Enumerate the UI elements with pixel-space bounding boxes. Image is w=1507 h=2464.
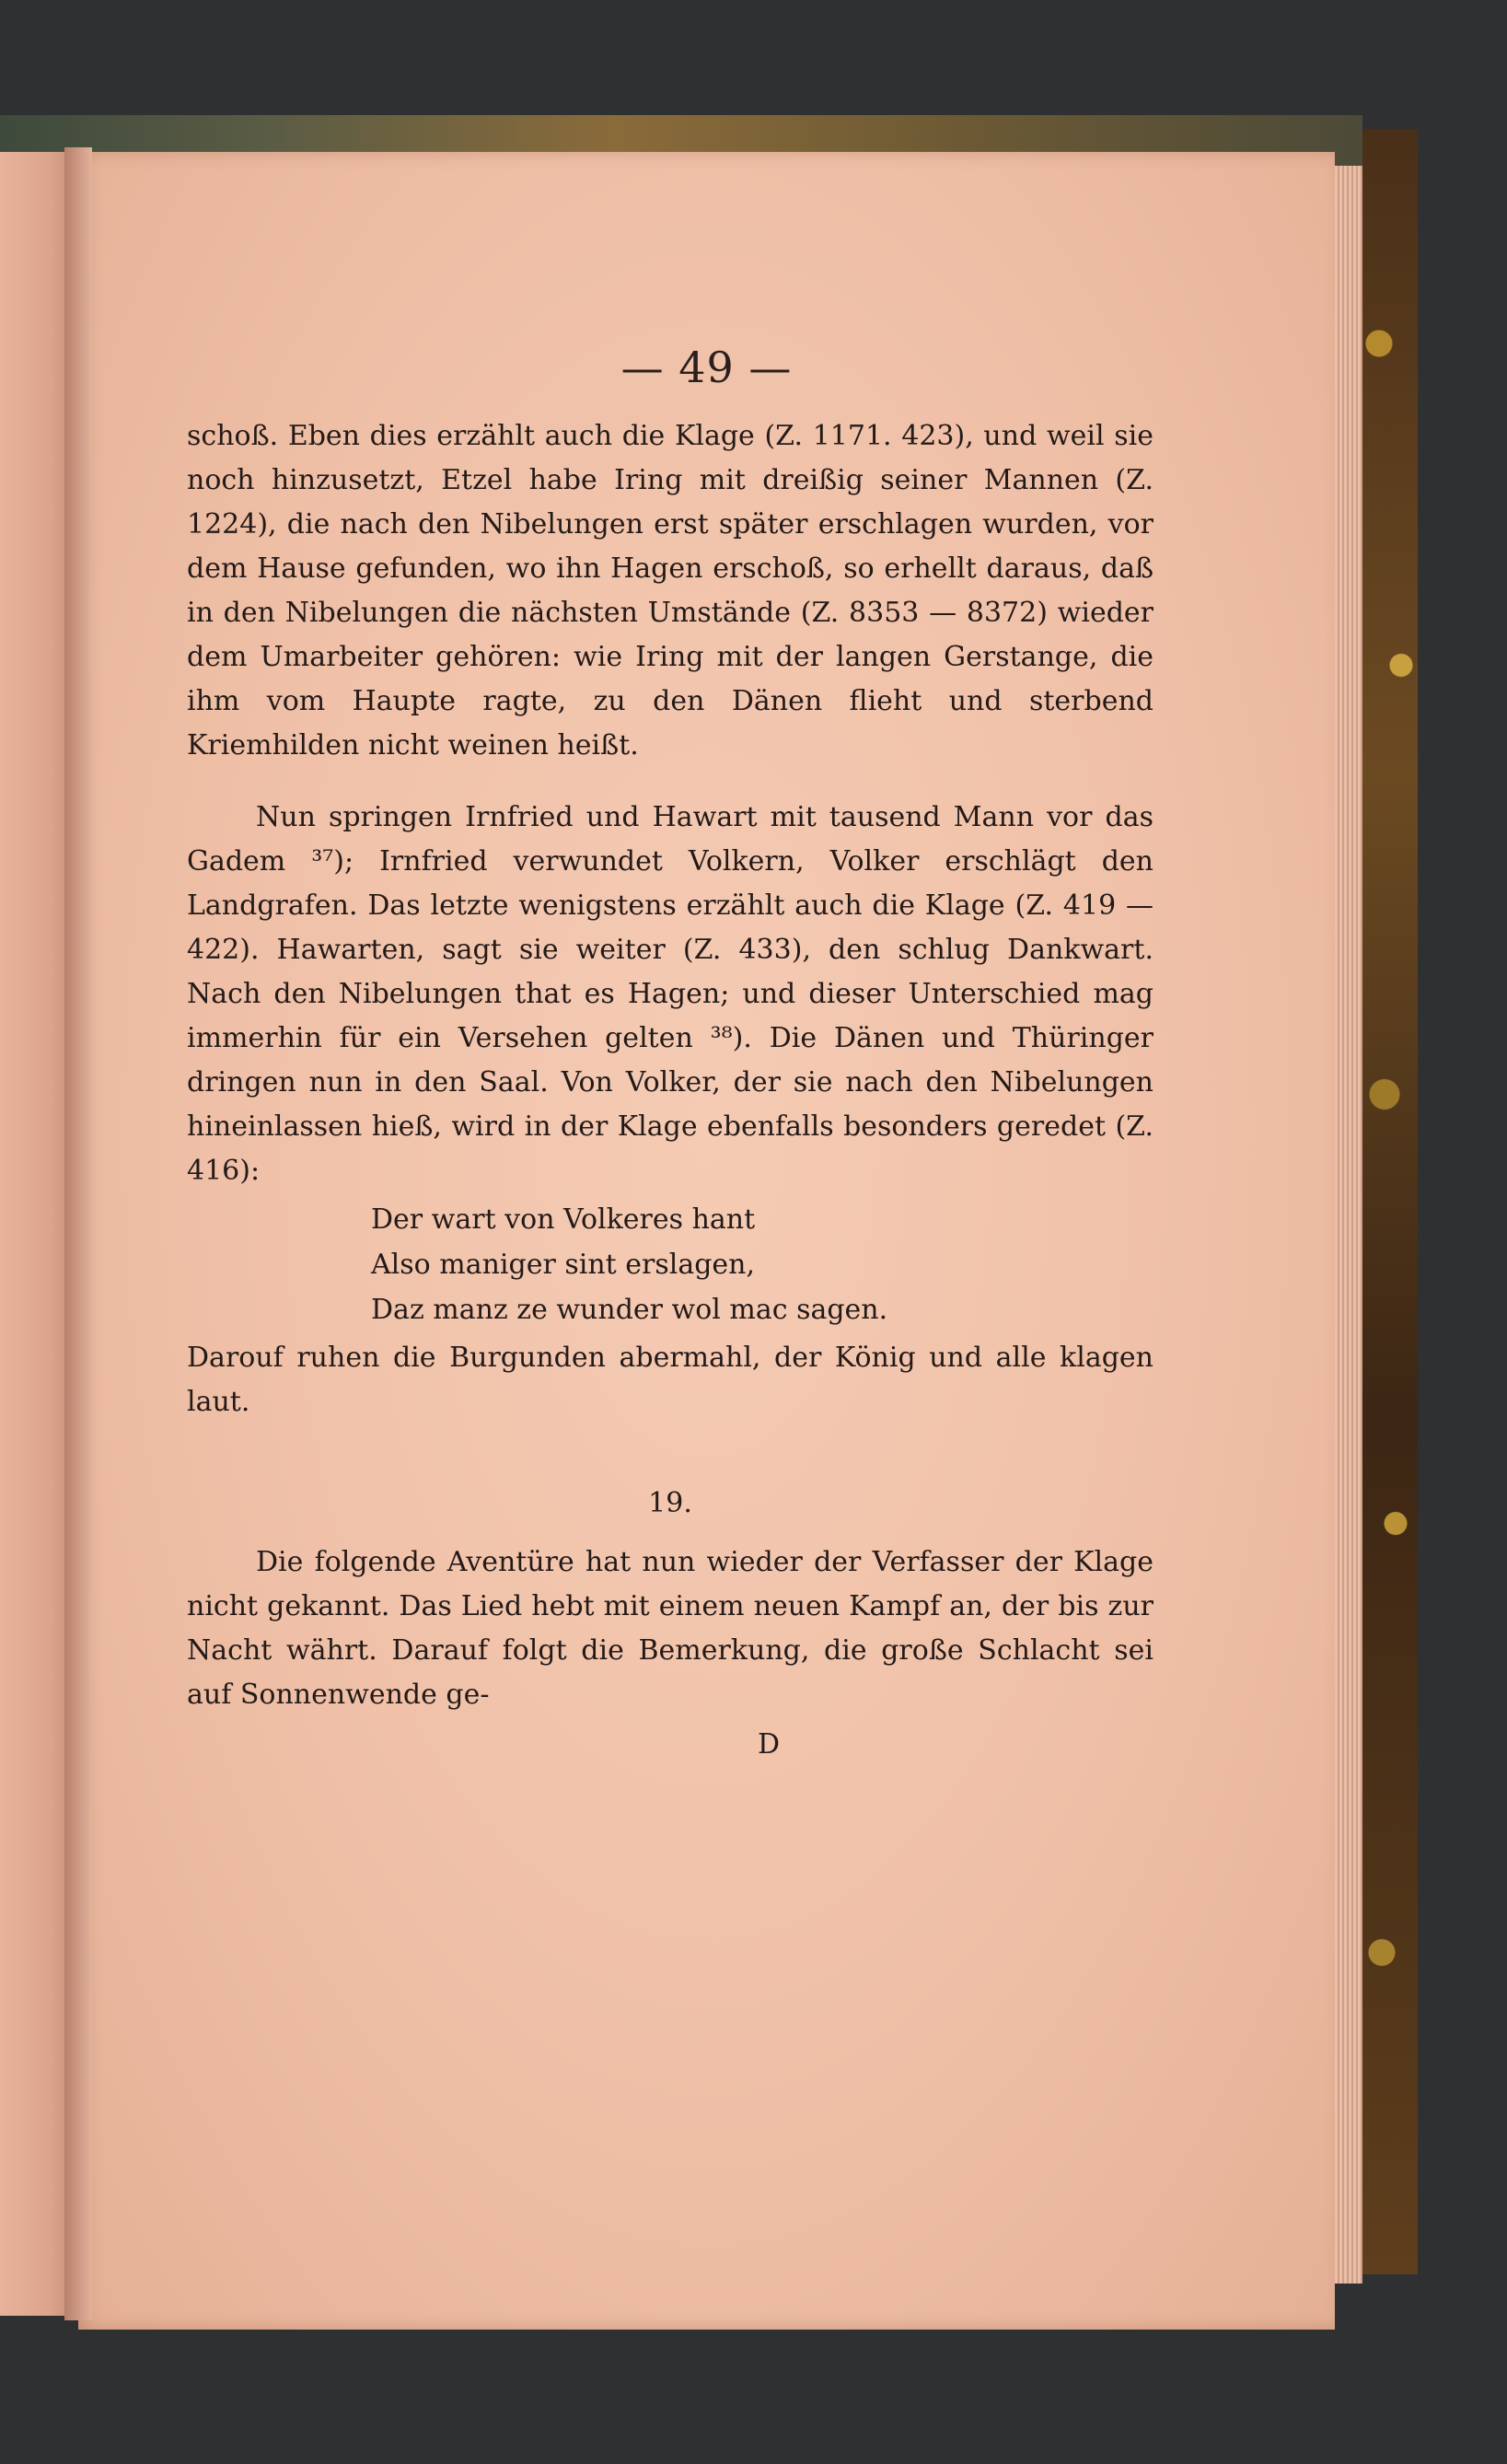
page-number: — 49 — [620,343,793,392]
left-facing-page [0,152,72,2316]
signature-mark: D [758,1728,781,1761]
paragraph-after-verse: Darouf ruhen die Burgunden abermahl, der König und alle klagen laut. [187,1342,1153,1418]
cover-marbled-edge-right [1362,129,1418,2274]
book-page [78,152,1335,2330]
section-paragraph: Die folgende Aventüre hat nun wieder der Verfasser der Klage nicht gekannt. Das Lied hebt mit einem neuen Kampf an, der bis zur Nacht währt. Darauf folgt die Bemerkung, die große Schlacht sei auf Sonnenwende ge- [187,1546,1153,1711]
verse-line: Also maniger sint erslagen, [371,1249,756,1281]
verse-line: Der wart von Volkeres hant [371,1203,756,1236]
page-text [187,414,1153,1767]
paragraph-2: Nun springen Irnfried und Hawart mit tausend Mann vor das Gadem ³⁷); Irnfried verwundet Volkern, Volker erschlägt den Landgrafen. Das letzte wenigstens erzählt auch die Klage (Z. 419 — 422). Hawarten, sagt sie weiter (Z. 433), den schlug Dankwart. Nach den Nibelungen that es Hagen; und dieser Unterschied mag immerhin für ein Versehen gelten ³⁸). Die Dänen und Thüringer dringen nun in den Saal. Von Volker, der sie nach den Nibelungen hineinlassen hieß, wird in der Klage ebenfalls besonders geredet (Z. 416): [187,801,1153,1187]
verse-line: Daz manz ze wunder wol mac sagen. [371,1294,888,1326]
section-number: 19. [648,1487,692,1519]
gutter-shadow [64,147,92,2320]
paragraph-1: schoß. Eben dies erzählt auch die Klage (Z. 1171. 423), und weil sie noch hinzusetzt, Etzel habe Iring mit dreißig seiner Mannen (Z. 1224), die nach den Nibelungen erst später erschlagen wurden, vor dem Hause gefunden, wo ihn Hagen erschoß, so erhellt daraus, daß in den Nibelungen die nächsten Umstände (Z. 8353 — 8372) wieder dem Umarbeiter gehören: wie Iring mit der langen Gerstange, die ihm vom Haupte ragte, zu den Dänen flieht und sterbend Kriemhilden nicht weinen heißt. [187,420,1153,761]
verse-quote [371,1197,1153,1332]
